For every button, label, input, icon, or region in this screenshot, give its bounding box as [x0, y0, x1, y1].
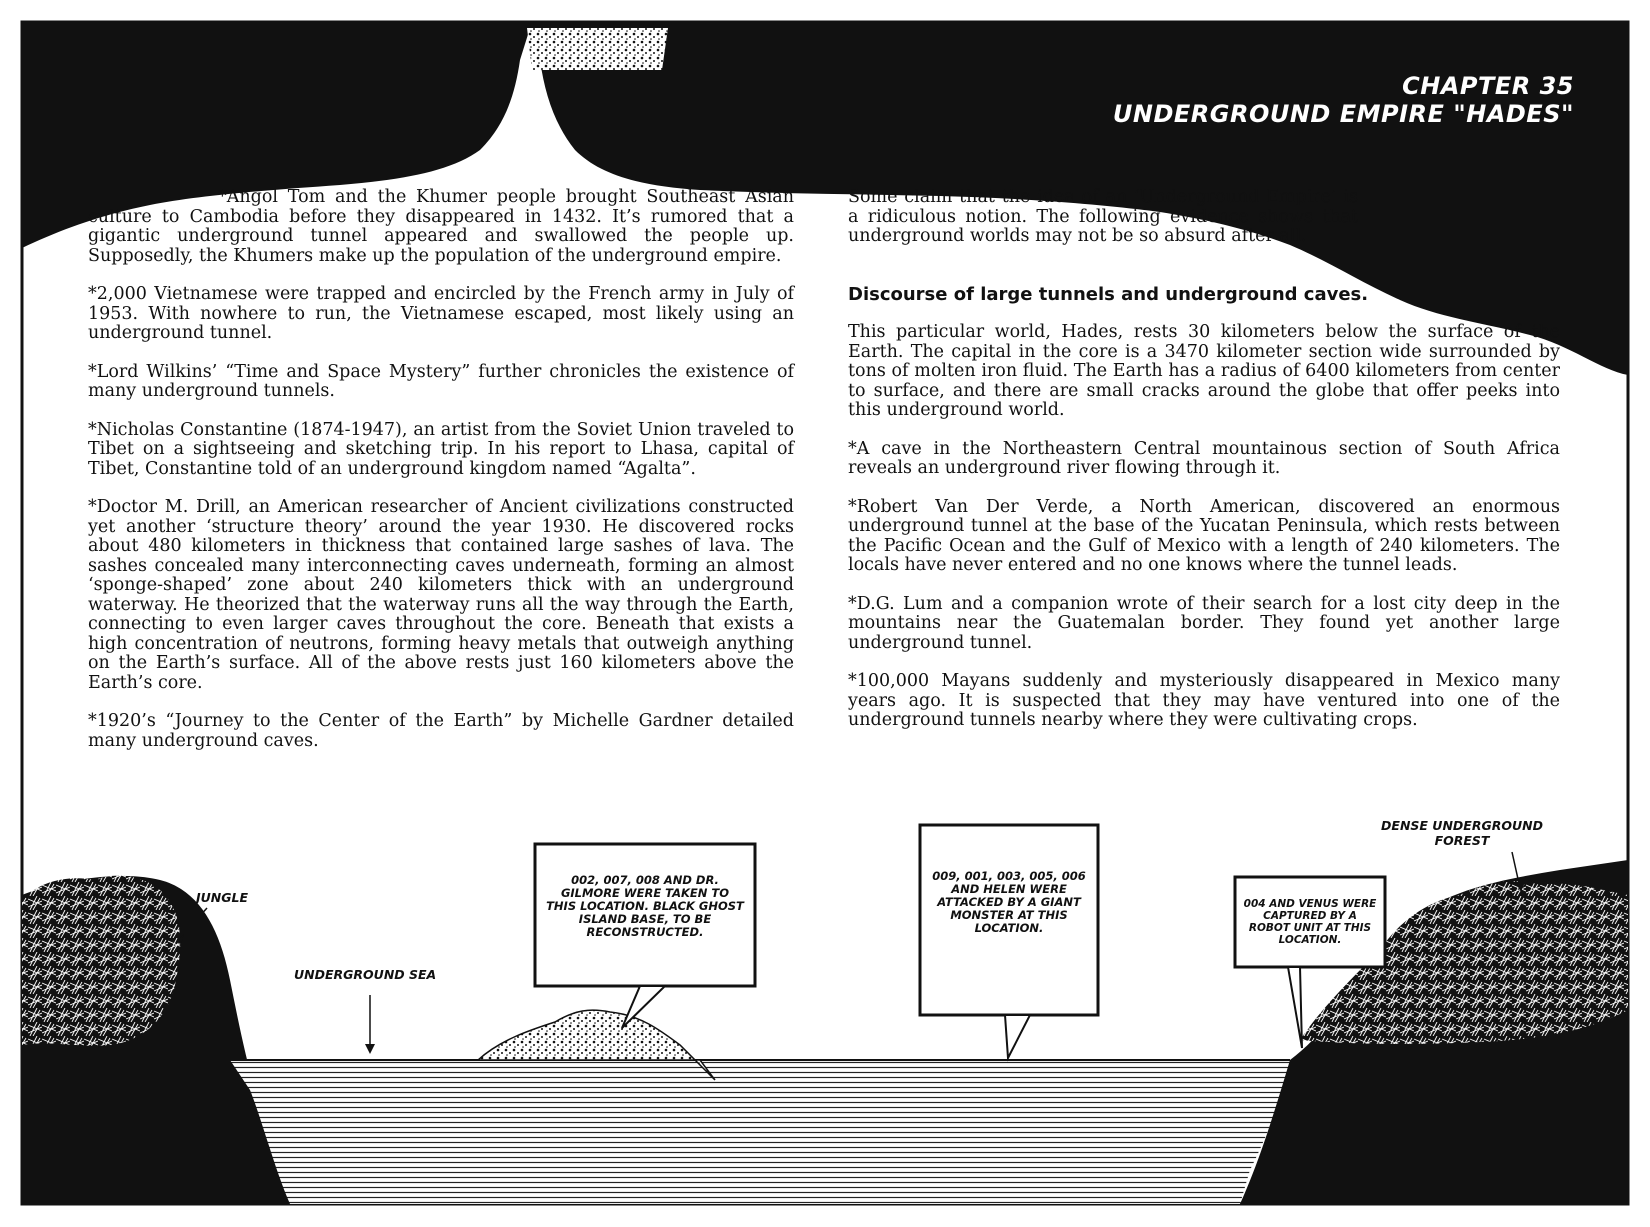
paragraph: This particular world, Hades, rests 30 kilometers below the surface of the Earth. The capital in the core is a 3470 kilometer section wide surrounded by tons of molten iron fluid. The Earth has a radius of 6400 kilometers from center to surface, and there are small cracks around the globe that offer peeks into this underground world. — [848, 322, 1560, 420]
paragraph: *2,000 Vietnamese were trapped and encircled by the French army in July of 1953. With nowhere to run, the Vietnamese escaped, most likely using an underground tunnel. — [88, 284, 794, 343]
paragraph: *Angol Tom and the Khumer people brought Southeast Asian culture to Cambodia before they disappeared in 1432. It’s rumored that a gigantic underground tunnel appeared and swallowed the people up. Supposedly, the Khumers make up the population of the underground empire. — [88, 187, 794, 266]
section-heading: Discourse of large tunnels and underground caves. — [848, 283, 1369, 305]
chapter-number: CHAPTER 35 — [1402, 72, 1574, 100]
paragraph: *Robert Van Der Verde, a North American, discovered an enormous underground tunnel at the base of the Yucatan Peninsula, which rests between the Pacific Ocean and the Gulf of Mexico with a length of 240 kilometers. The locals have never entered and no one knows where the tunnel leads. — [848, 496, 1560, 575]
sign-text-1: 002, 007, 008 AND DR. GILMORE WERE TAKEN TO THIS LOCATION. BLACK GHOST ISLAND BASE, TO BE RECONSTRUCTED. — [546, 873, 744, 939]
paragraph: *Lord Wilkins’ “Time and Space Mystery” further chronicles the existence of many underground tunnels. — [88, 361, 794, 401]
label-dense-forest: DENSE UNDERGROUND FOREST — [1381, 818, 1543, 848]
paragraph: *Doctor M. Drill, an American researcher of Ancient civilizations constructed yet another ‘structure theory’ around the year 1930. He discovered rocks about 480 kilometers in thickness that contained large sashes of lava. The sashes concealed many interconnecting caves underneath, forming an almost ‘sponge-shaped’ zone about 240 kilometers thick with an underground waterway. He theorized that the waterway runs all the way through the Earth, connecting to even larger caves throughout the core. Beneath that exists a high concentration of neutrons, forming heavy metals that outweigh anything on the Earth’s surface. All of the above rests just 160 kilometers above the Earth’s core. — [88, 497, 794, 693]
paragraph: *A cave in the Northeastern Central mountainous section of South Africa reveals an underground river flowing through it. — [848, 438, 1560, 478]
right-column — [848, 188, 1560, 750]
sign-text-2: 009, 001, 003, 005, 006 AND HELEN WERE ATTACKED BY A GIANT MONSTER AT THIS LOCATION. — [932, 869, 1086, 935]
surface-opening — [527, 28, 668, 70]
chapter-title — [1113, 72, 1574, 128]
label-jungle: JUNGLE — [196, 890, 249, 905]
jungle-left — [22, 876, 180, 1046]
paragraph: *100,000 Mayans suddenly and mysteriously disappeared in Mexico many years ago. It is suspected that they may have ventured into one of the underground tunnels nearby where they were cultivating crops. — [848, 671, 1560, 730]
label-underground-sea: UNDERGROUND SEA — [294, 967, 437, 982]
left-column — [88, 188, 794, 770]
intro-paragraph: Some claim that the idea of an ‘Underground Empire’ is a ridiculous notion. The following evidence shows that underground worlds may not be so absurd after all. — [848, 187, 1358, 246]
paragraph: *Nicholas Constantine (1874-1947), an artist from the Soviet Union traveled to Tibet on a sightseeing and sketching trip. In his report to Lhasa, capital of Tibet, Constantine told of an underground kingdom named “Agalta”. — [88, 419, 794, 479]
underground-sea — [230, 1060, 1290, 1204]
sign-text-3: 004 AND VENUS WERE CAPTURED BY A ROBOT UNIT AT THIS LOCATION. — [1243, 898, 1377, 946]
paragraph: *D.G. Lum and a companion wrote of their search for a lost city deep in the mountains near the Guatemalan border. They found yet another large underground tunnel. — [848, 593, 1560, 653]
chapter-subtitle: UNDERGROUND EMPIRE "HADES" — [1112, 100, 1574, 128]
paragraph: *1920’s “Journey to the Center of the Earth” by Michelle Gardner detailed many underground caves. — [88, 711, 794, 751]
